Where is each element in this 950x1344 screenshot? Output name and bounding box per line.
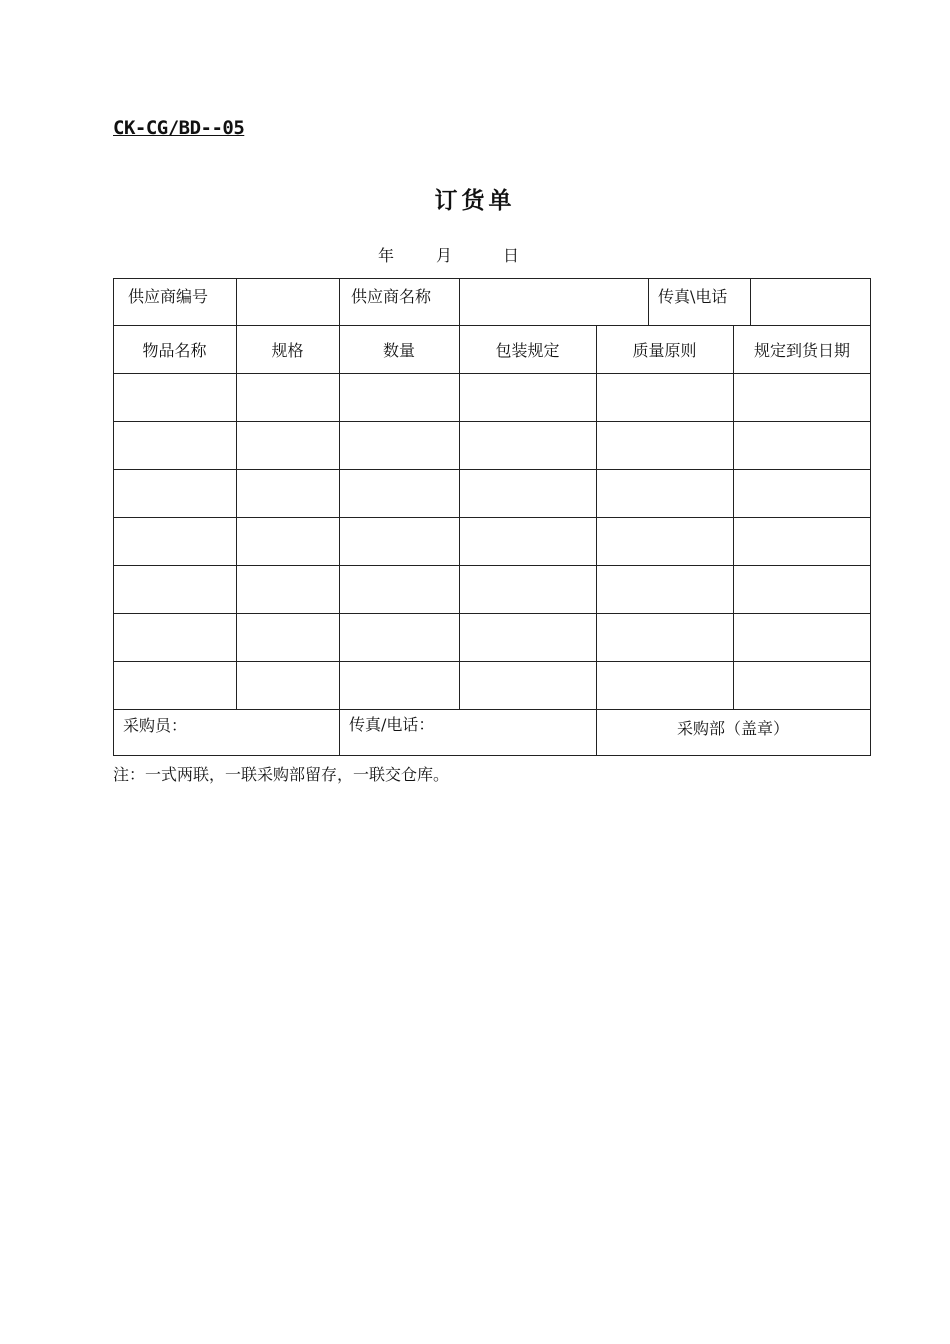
supplier-fax-phone-label: 传真\电话	[658, 287, 728, 306]
rule	[339, 325, 340, 755]
page-title: 订货单	[434, 187, 516, 214]
rule	[113, 469, 871, 470]
rule	[236, 278, 237, 326]
column-header-item-name: 物品名称	[142, 341, 207, 360]
rule	[459, 325, 460, 709]
rule	[750, 278, 751, 326]
rule	[113, 661, 871, 662]
rule	[113, 278, 871, 279]
footer-fax-phone-label: 传真/电话：	[349, 715, 435, 734]
column-header-delivery-date: 规定到货日期	[753, 341, 850, 360]
date-day-label: 日	[503, 246, 520, 265]
column-header-spec: 规格	[271, 341, 304, 360]
rule	[113, 613, 871, 614]
rule	[113, 325, 871, 326]
rule	[459, 278, 460, 326]
rule	[733, 325, 734, 709]
rule	[113, 517, 871, 518]
rule	[648, 278, 649, 326]
rule	[339, 278, 340, 326]
footnote: 注：一式两联，一联采购部留存，一联交仓库。	[113, 765, 450, 784]
column-header-quality: 质量原则	[632, 341, 697, 360]
column-header-packaging: 包装规定	[495, 341, 560, 360]
date-year-label: 年	[378, 246, 395, 265]
document-code: CK-CG/BD--05	[113, 117, 245, 139]
rule	[236, 325, 237, 709]
date-month-label: 月	[436, 246, 453, 265]
rule	[113, 709, 871, 710]
order-form-table	[113, 278, 871, 756]
rule	[113, 755, 871, 756]
supplier-name-label: 供应商名称	[351, 287, 432, 306]
rule	[113, 373, 871, 374]
supplier-number-label: 供应商编号	[128, 287, 209, 306]
buyer-label: 采购员：	[123, 716, 188, 735]
date-line	[0, 243, 950, 265]
rule	[113, 421, 871, 422]
rule	[596, 325, 597, 755]
dept-seal-label: 采购部（盖章）	[676, 719, 789, 738]
column-header-quantity: 数量	[382, 341, 415, 360]
rule	[113, 565, 871, 566]
